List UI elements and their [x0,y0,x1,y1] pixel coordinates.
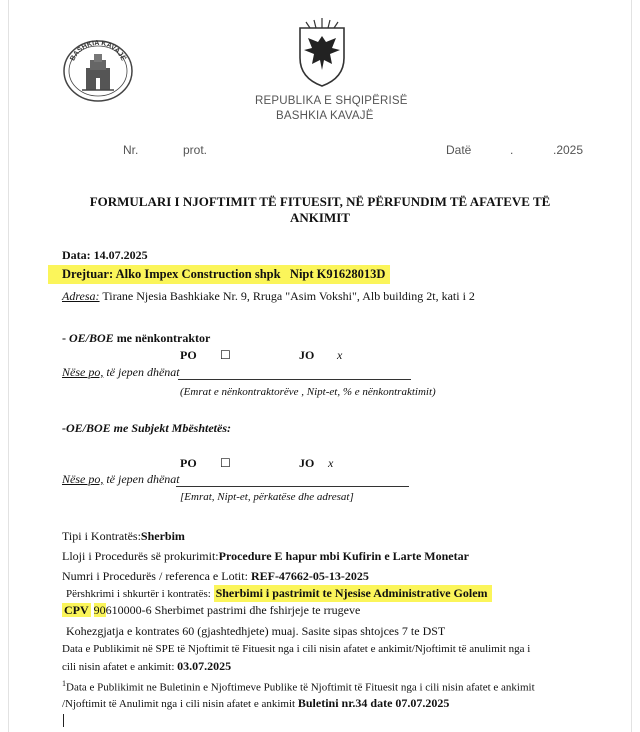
date-dot: . [510,143,514,157]
addressee-nipt: Nipt K91628013D [289,267,386,281]
subcontractor-po-checkbox[interactable]: ☐ [220,348,231,362]
seal-text: BASHKIA KAVAJË [69,39,127,63]
support-po-checkbox[interactable]: ☐ [220,456,231,470]
subcontractor-hint: (Emrat e nënkontraktorëve , Nipt-et, % e nënkontraktimit) [180,386,436,398]
bulletin-publication-value: Buletini nr.34 date 07.07.2025 [297,696,450,710]
address [62,289,475,304]
support-jo-mark[interactable]: x [328,456,334,470]
text-cursor[interactable] [63,714,64,727]
subcontractor-dash: - [62,331,69,345]
bulletin-publication-line-2 [62,696,449,711]
address-value: Tirane Njesia Bashkiake Nr. 9, Rruga "Asim Vokshi", Alb building 2t, kati i 2 [102,289,475,303]
date-year: .2025 [553,143,584,157]
procedure-number [62,569,369,584]
subcontractor-if-yes-rest: të jepen dhënat [103,365,180,379]
spe-publication-date: 03.07.2025 [177,659,232,673]
document-title-line-2: ANKIMIT [290,210,350,225]
support-po-label: PO [180,456,197,470]
support-entity-heading: -OE/BOE me Subjekt Mbështetës: [62,421,232,435]
subcontractor-heading [62,331,210,346]
contract-type [62,529,185,544]
support-fill-line[interactable] [176,486,409,487]
subcontractor-if-yes [62,365,180,380]
subcontractor-heading-rest: me nënkontraktor [113,331,211,345]
support-if-yes-label: Nëse po, [62,472,104,486]
addressee-company: Alko Impex Construction shpk [115,267,281,281]
coat-of-arms-icon [296,18,348,88]
contract-type-label: Tipi i Kontratës: [62,529,141,543]
procedure-number-label: Numri i Procedurës / referenca e Lotit: [62,569,248,583]
support-if-yes-rest: të jepen dhënat [103,472,180,486]
subcontractor-po-label: PO [180,348,197,362]
municipality-name: BASHKIA KAVAJË [276,110,374,122]
document-date: Data: 14.07.2025 [62,248,148,262]
bulletin-publication-line-1 [62,679,535,694]
bulletin-publication-text-2: /Njoftimit të Anulimit nga i cili nisin afatet e ankimit [62,698,296,710]
support-jo-label: JO [299,456,315,470]
bulletin-publication-text-1: Data e Publikimit ne Buletinin e Njoftimeve Publike të Njoftimit të Fituesit nga i cili nisin afatet e ankimit [66,681,535,694]
prot-label: prot. [183,143,208,157]
subcontractor-jo-label: JO [299,348,315,362]
cpv-code-prefix: 90 [93,603,106,617]
support-if-yes [62,472,180,487]
subcontractor-jo-mark[interactable]: x [337,348,343,362]
republic-name: REPUBLIKA E SHQIPËRISË [255,95,408,107]
subcontractor-fill-line[interactable] [178,379,411,380]
contract-duration: Kohezgjatja e kontrates 60 (gjashtedhjete) muaj. Sasite sipas shtojces 7 te DST [66,624,446,638]
short-description [66,586,492,601]
subcontractor-if-yes-label: Nëse po, [62,365,104,379]
procedure-type-value: Procedure E hapur mbi Kufirin e Larte Monetar [218,549,469,563]
spe-publication-text: cili nisin afatet e ankimit: [62,661,175,673]
support-hint: [Emrat, Nipt-et, përkatëse dhe adresat] [180,491,354,503]
spe-publication-line-1: Data e Publikimit në SPE të Njoftimit të Fituesit nga i cili nisin afatet e ankimit/Njoftimit të anulimit nga i [62,643,531,655]
nr-label: Nr. [123,143,139,157]
cpv [62,603,360,618]
spe-publication-line-2 [62,659,231,674]
short-description-value: Sherbimi i pastrimit te Njesise Administrative Golem [214,585,492,602]
document-title-line-1: FORMULARI I NJOFTIMIT TË FITUESIT, NË PËRFUNDIM TË AFATEVE TË [89,194,551,209]
addressee [62,267,385,282]
footnote-marker: 1 [62,679,66,688]
procedure-type [62,549,469,564]
cpv-code-rest: 610000-6 Sherbimet pastrimi dhe fshirjeje te rrugeve [105,603,361,617]
short-description-label: Përshkrimi i shkurtër i kontratës: [66,588,211,600]
date-label: Datë [446,143,472,157]
municipality-seal-icon [60,38,136,104]
addressee-label: Drejtuar: [62,267,114,281]
procedure-number-value: REF-47662-05-13-2025 [250,569,369,583]
subcontractor-heading-oe: OE/BOE [69,331,114,345]
cpv-label: CPV [64,603,89,617]
address-label: Adresa: [62,289,100,303]
procedure-type-label: Lloji i Procedurës së prokurimit: [62,549,219,563]
contract-type-value: Sherbim [140,529,185,543]
